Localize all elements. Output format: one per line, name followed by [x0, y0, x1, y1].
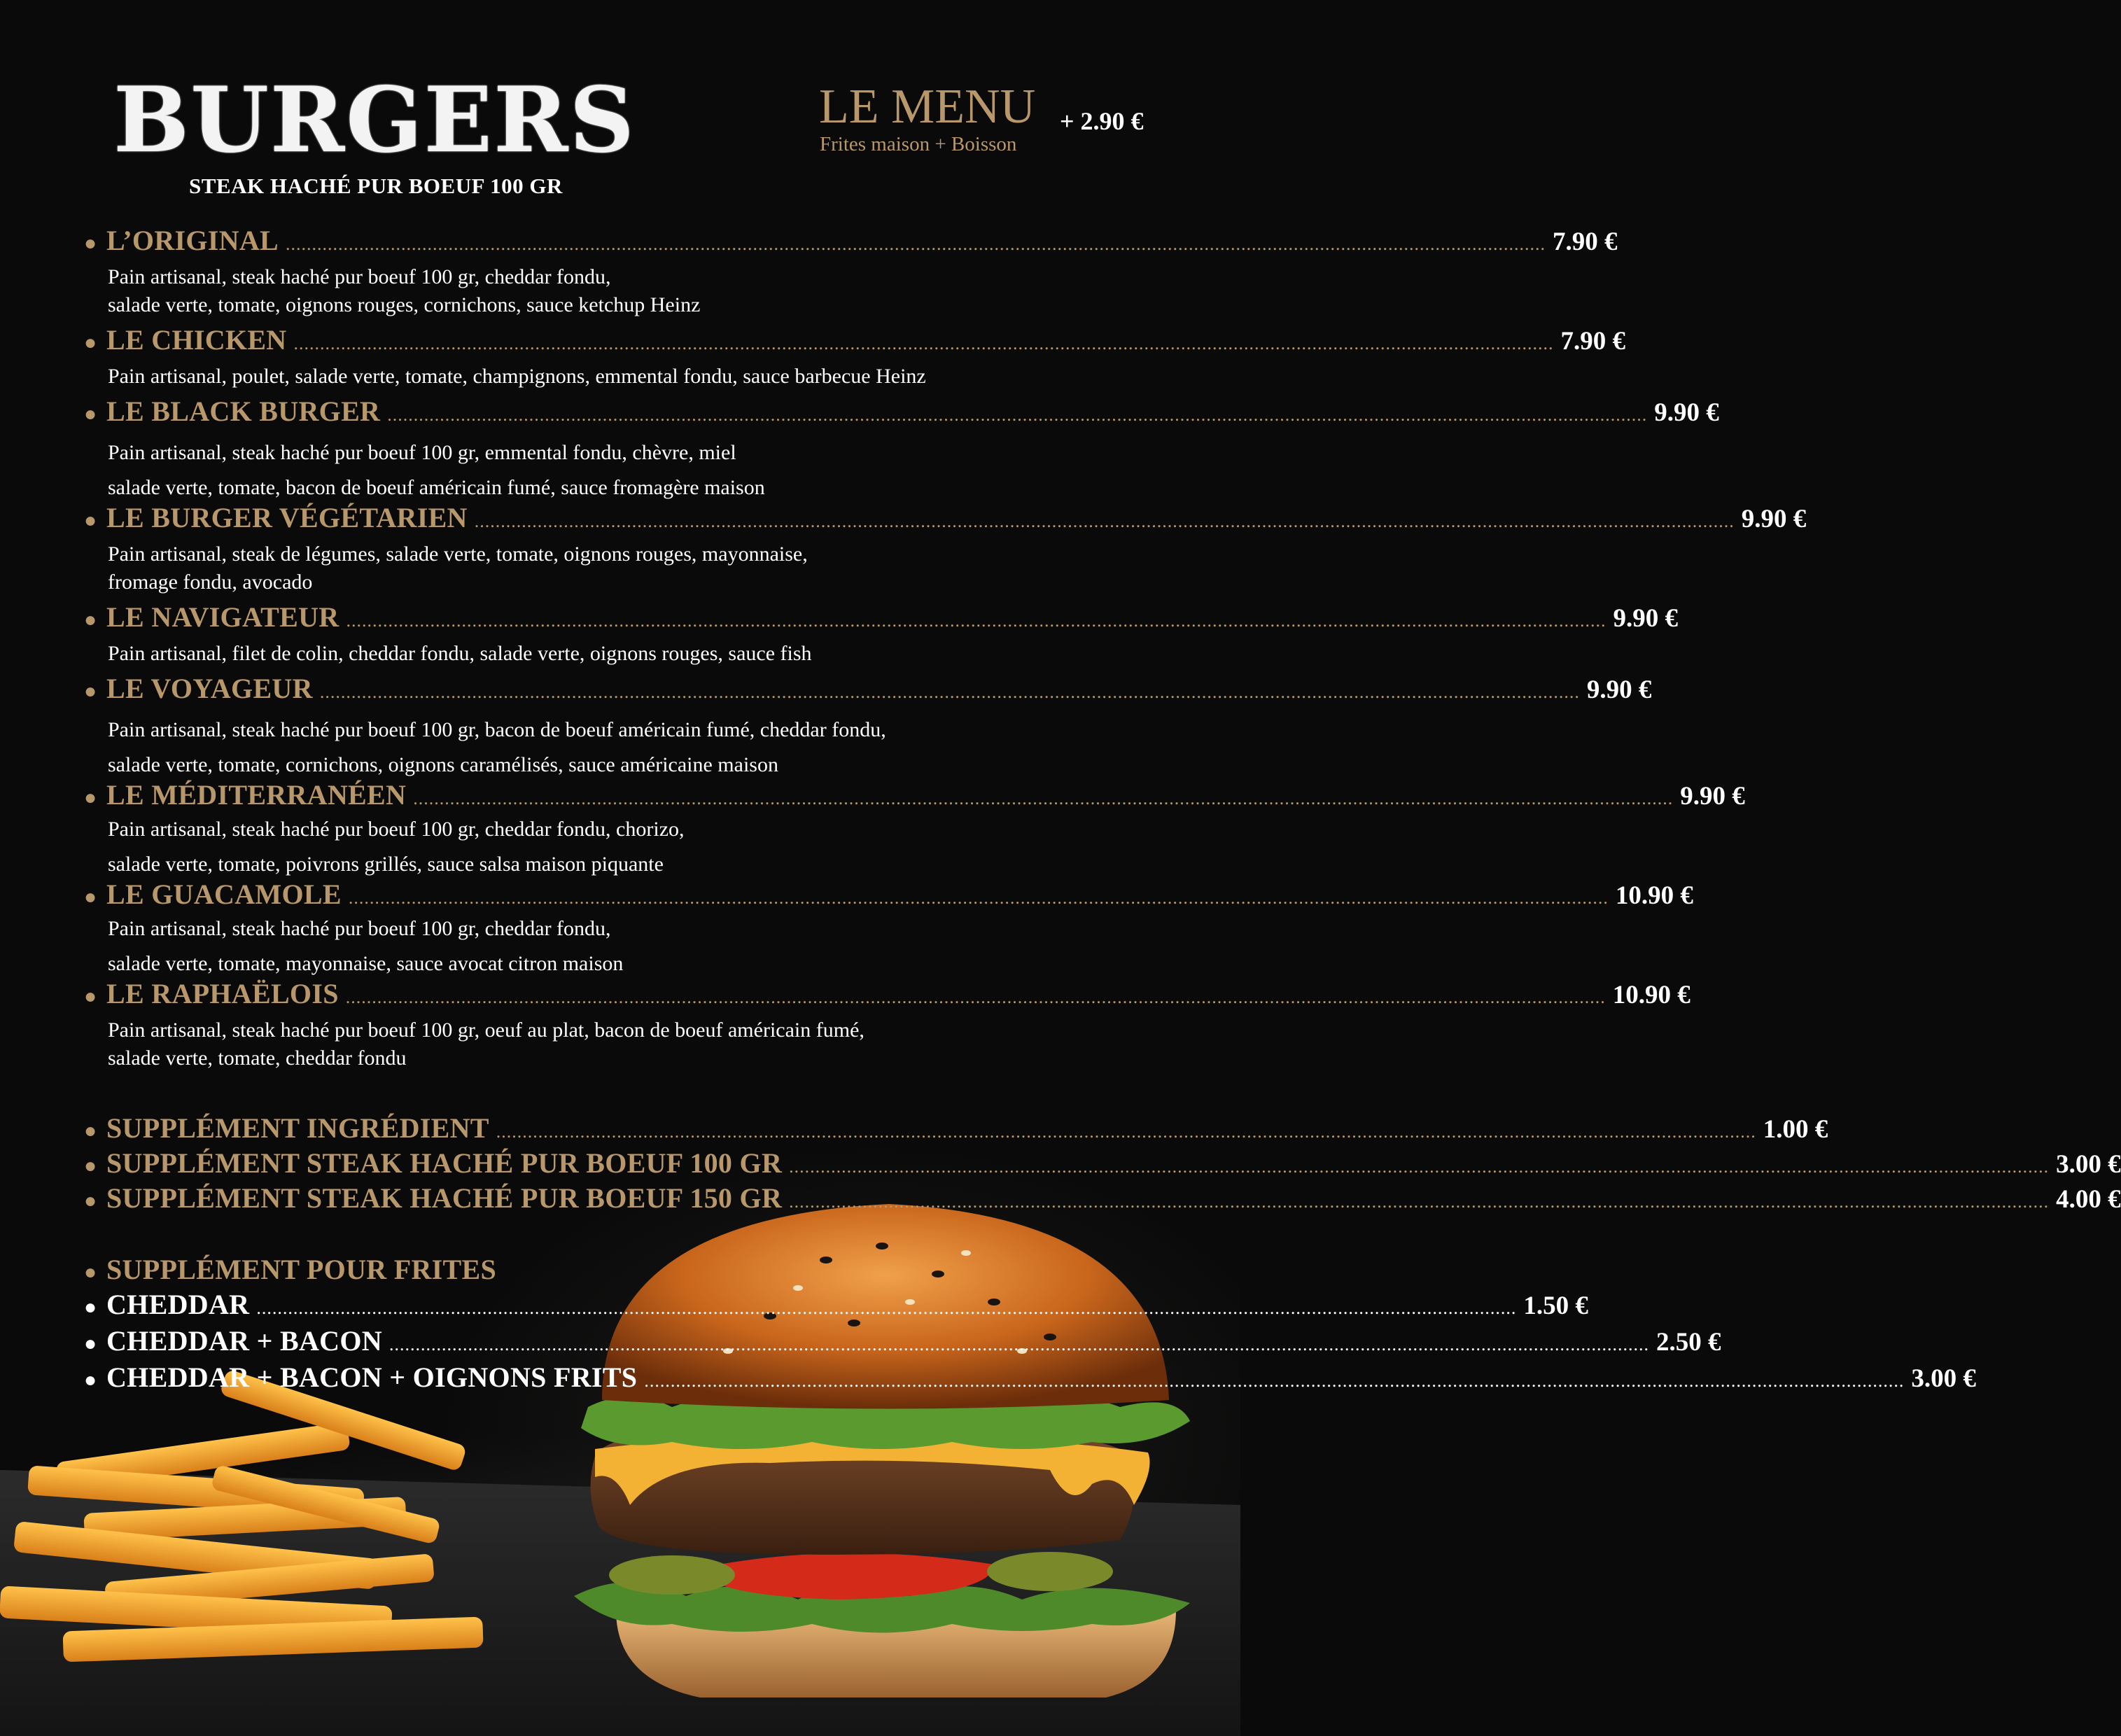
burger-item: [84, 395, 1719, 428]
item-price: 10.90 €: [1612, 981, 1690, 1009]
bullet-icon: ●: [84, 1368, 97, 1392]
description-line: fromage fondu, avocado: [108, 570, 313, 594]
description-line: Pain artisanal, poulet, salade verte, tomate, champignons, emmental fondu, sauce barbecue Heinz: [108, 365, 926, 388]
supplement-price: 4.00 €: [2056, 1185, 2121, 1214]
description-line: Pain artisanal, steak de légumes, salade verte, tomate, oignons rouges, mayonnaise,: [108, 542, 808, 566]
item-price: 7.90 €: [1560, 327, 1625, 356]
item-price: 10.90 €: [1615, 881, 1693, 910]
description-line: Pain artisanal, steak haché pur boeuf 100 gr, oeuf au plat, bacon de boeuf américain fumé,: [108, 1018, 864, 1042]
supplement-price: 3.00 €: [2056, 1150, 2121, 1179]
burger-item: [84, 778, 1745, 812]
supplement-price: 1.00 €: [1763, 1115, 1828, 1144]
item-description: [108, 363, 1088, 391]
item-price: 9.90 €: [1654, 398, 1719, 427]
bullet-icon: ●: [84, 232, 97, 255]
item-description: [108, 435, 1088, 505]
dot-leader: ................................................................................................................................................................................................................................................: [293, 333, 1554, 354]
burger-item: [84, 224, 1618, 258]
fries-item-name: CHEDDAR + BACON: [106, 1325, 382, 1357]
supplement-name: SUPPLÉMENT INGRÉDIENT: [106, 1112, 489, 1144]
description-line: salade verte, tomate, oignons rouges, cornichons, sauce ketchup Heinz: [108, 293, 701, 316]
burger-item: [84, 601, 1678, 634]
description-line: Pain artisanal, steak haché pur boeuf 100 gr, emmental fondu, chèvre, miel: [108, 441, 736, 464]
page-subtitle: STEAK HACHÉ PUR BOEUF 100 GR: [189, 174, 563, 198]
item-description: [108, 911, 1088, 981]
dot-leader: ................................................................................................................................................................................................................................................: [286, 234, 1546, 254]
burger-item: [84, 323, 1625, 357]
item-description: [108, 263, 1088, 319]
supplement-item: [84, 1182, 2121, 1215]
dot-leader: ................................................................................................................................................................................................................................................: [413, 788, 1674, 808]
item-name: LE BURGER VÉGÉTARIEN: [106, 502, 468, 533]
item-name: LE GUACAMOLE: [106, 878, 342, 910]
bullet-icon: ●: [84, 608, 97, 631]
dot-leader: ................................................................................................................................................................................................................................................: [789, 1156, 2050, 1177]
description-line: salade verte, tomate, cheddar fondu: [108, 1046, 407, 1070]
bullet-icon: ●: [84, 985, 97, 1008]
item-name: LE MÉDITERRANÉEN: [106, 779, 407, 811]
menu-price: + 2.90 €: [1060, 107, 1144, 135]
menu-title: LE MENU: [819, 80, 1036, 134]
dot-leader: ................................................................................................................................................................................................................................................: [496, 1121, 1756, 1142]
item-description: [108, 713, 1088, 783]
fries-heading-text: SUPPLÉMENT POUR FRITES: [106, 1254, 497, 1285]
supplement-name: SUPPLÉMENT STEAK HACHÉ PUR BOEUF 150 GR: [106, 1182, 783, 1214]
description-line: salade verte, tomate, bacon de boeuf américain fumé, sauce fromagère maison: [108, 476, 765, 499]
description-line: Pain artisanal, steak haché pur boeuf 100 gr, cheddar fondu,: [108, 917, 611, 940]
bullet-icon: ●: [84, 1261, 97, 1284]
dot-leader: ................................................................................................................................................................................................................................................: [387, 405, 1648, 425]
item-name: LE NAVIGATEUR: [106, 601, 340, 633]
description-line: Pain artisanal, steak haché pur boeuf 100 gr, cheddar fondu,: [108, 265, 611, 288]
fries-item-name: CHEDDAR + BACON + OIGNONS FRITS: [106, 1362, 638, 1393]
dot-leader: ................................................................................................................................................................................................................................................: [256, 1298, 1517, 1318]
description-line: Pain artisanal, steak haché pur boeuf 100 gr, bacon de boeuf américain fumé, cheddar fondu,: [108, 718, 886, 741]
item-price: 9.90 €: [1680, 782, 1745, 811]
bullet-icon: ●: [84, 509, 97, 532]
burger-item: [84, 672, 1652, 706]
description-line: salade verte, tomate, cornichons, oignons caramélisés, sauce américaine maison: [108, 753, 778, 776]
fries-item: [84, 1361, 1976, 1394]
description-line: salade verte, tomate, poivrons grillés, sauce salsa maison piquante: [108, 853, 664, 876]
dot-leader: ................................................................................................................................................................................................................................................: [348, 888, 1609, 908]
supplement-name: SUPPLÉMENT STEAK HACHÉ PUR BOEUF 100 GR: [106, 1147, 783, 1179]
item-description: [108, 640, 1088, 668]
burger-item: [84, 878, 1693, 911]
item-name: LE CHICKEN: [106, 324, 287, 356]
fries-item-name: CHEDDAR: [106, 1289, 250, 1320]
item-price: 9.90 €: [1586, 676, 1652, 704]
bullet-icon: ●: [84, 331, 97, 354]
supplement-item: [84, 1147, 2121, 1180]
bullet-icon: ●: [84, 1189, 97, 1212]
dot-leader: ................................................................................................................................................................................................................................................: [345, 987, 1606, 1007]
dot-leader: ................................................................................................................................................................................................................................................: [789, 1191, 2050, 1212]
item-price: 9.90 €: [1741, 505, 1807, 533]
item-price: 9.90 €: [1613, 604, 1678, 633]
bullet-icon: ●: [84, 1296, 97, 1319]
dot-leader: ................................................................................................................................................................................................................................................: [644, 1371, 1905, 1391]
dot-leader: ................................................................................................................................................................................................................................................: [346, 610, 1606, 631]
item-description: [108, 540, 1088, 596]
dot-leader: ................................................................................................................................................................................................................................................: [319, 682, 1580, 702]
fries-item-price: 2.50 €: [1656, 1328, 1721, 1357]
item-name: L’ORIGINAL: [106, 225, 279, 256]
burger-item: [84, 977, 1690, 1011]
burger-item: [84, 501, 1807, 535]
bullet-icon: ●: [84, 680, 97, 703]
bullet-icon: ●: [84, 1154, 97, 1177]
description-line: Pain artisanal, filet de colin, cheddar fondu, salade verte, oignons rouges, sauce fish: [108, 642, 812, 665]
description-line: Pain artisanal, steak haché pur boeuf 100 gr, cheddar fondu, chorizo,: [108, 818, 685, 841]
bullet-icon: ●: [84, 402, 97, 426]
dot-leader: ................................................................................................................................................................................................................................................: [388, 1334, 1649, 1354]
item-name: LE RAPHAËLOIS: [106, 978, 339, 1009]
bullet-icon: ●: [84, 1119, 97, 1142]
fries-item: [84, 1324, 1721, 1358]
fries-item-price: 1.50 €: [1523, 1292, 1588, 1320]
supplement-item: [84, 1112, 1828, 1145]
item-description: [108, 1016, 1088, 1072]
item-name: LE BLACK BURGER: [106, 396, 381, 427]
bullet-icon: ●: [84, 786, 97, 809]
item-name: LE VOYAGEUR: [106, 673, 313, 704]
item-description: [108, 812, 1088, 882]
bullet-icon: ●: [84, 886, 97, 909]
fries-item: [84, 1288, 1588, 1322]
menu-subtitle: Frites maison + Boisson: [820, 133, 1017, 155]
dot-leader: ................................................................................................................................................................................................................................................: [474, 511, 1735, 531]
fries-item-price: 3.00 €: [1911, 1364, 1976, 1393]
fries-heading: [84, 1253, 1156, 1287]
bullet-icon: ●: [84, 1332, 97, 1355]
item-price: 7.90 €: [1553, 227, 1618, 256]
description-line: salade verte, tomate, mayonnaise, sauce avocat citron maison: [108, 952, 624, 975]
page-title: BURGERS: [113, 68, 636, 173]
